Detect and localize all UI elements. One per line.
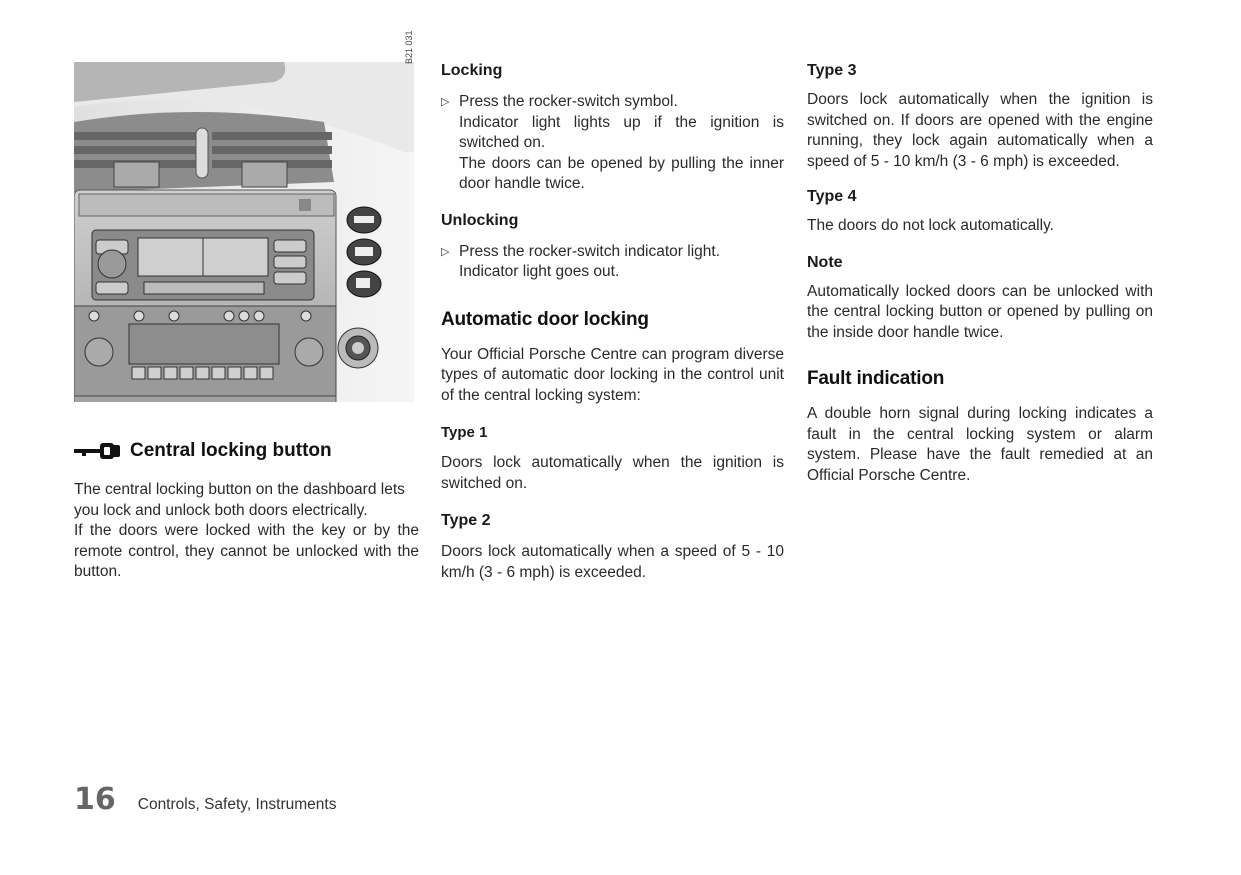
- left-column: [74, 62, 419, 583]
- locking-step-text: Press the rocker-switch symbol.: [459, 93, 678, 110]
- locking-step-line3: The doors can be opened by pulling the inner door handle twice.: [459, 154, 784, 192]
- type4-text: The doors do not lock automatically.: [807, 217, 1054, 234]
- locking-heading: Locking: [441, 62, 503, 79]
- section-name: Controls, Safety, Instruments: [137, 796, 337, 813]
- central-locking-heading: [74, 440, 419, 462]
- type1-text: Doors lock automatically when the ignition is switched on.: [441, 454, 784, 492]
- triangle-right-icon: ▷: [441, 245, 450, 258]
- note-heading: Note: [807, 253, 843, 271]
- type2-heading: Type 2: [441, 512, 491, 529]
- type3-heading: Type 3: [807, 62, 857, 79]
- right-column: [807, 62, 1153, 486]
- figure-code: B21 031: [404, 30, 414, 64]
- key-icon: [74, 441, 122, 461]
- locking-step-line2: Indicator light lights up if the ignition is switched on.: [459, 113, 784, 151]
- fault-indication-text: A double horn signal during locking indicates a fault in the central locking system or alarm system. Please have the fault remedied at an Official Porsche Centre.: [807, 405, 1153, 484]
- page-footer: [74, 782, 336, 817]
- page-number: 16: [74, 782, 116, 817]
- middle-column: [441, 62, 784, 583]
- automatic-locking-heading: Automatic door locking: [441, 308, 649, 330]
- dashboard-illustration: [74, 62, 414, 402]
- type3-text: Doors lock automatically when the ignition is switched on. If doors are opened with the engine running, they lock again automatically when a speed of 5 - 10 km/h (3 - 6 mph) is exceeded.: [807, 91, 1153, 170]
- dashboard-photo: [74, 62, 414, 402]
- unlocking-step-line2: Indicator light goes out.: [459, 263, 620, 280]
- automatic-locking-text: Your Official Porsche Centre can program diverse types of automatic door locking in the control unit of the central locking system:: [441, 345, 784, 404]
- central-locking-title: Central locking button: [130, 440, 332, 461]
- unlocking-heading: Unlocking: [441, 211, 519, 229]
- central-locking-text-2: If the doors were locked with the key or by the remote control, they cannot be unlocked with the button.: [74, 522, 419, 580]
- type2-text: Doors lock automatically when a speed of 5 - 10 km/h (3 - 6 mph) is exceeded.: [441, 543, 784, 581]
- note-text: Automatically locked doors can be unlocked with the central locking button or opened by pulling on the inside door handle twice.: [807, 282, 1153, 341]
- unlocking-step-text: Press the rocker-switch indicator light.: [459, 242, 721, 260]
- type4-heading: Type 4: [807, 188, 857, 205]
- triangle-right-icon: ▷: [441, 96, 450, 108]
- unlocking-step: [441, 242, 784, 283]
- type1-heading: Type 1: [441, 424, 488, 441]
- locking-step: [441, 92, 784, 195]
- fault-indication-heading: Fault indication: [807, 368, 945, 389]
- central-locking-text: The central locking button on the dashboard lets you lock and unlock both doors electrically.: [74, 481, 405, 519]
